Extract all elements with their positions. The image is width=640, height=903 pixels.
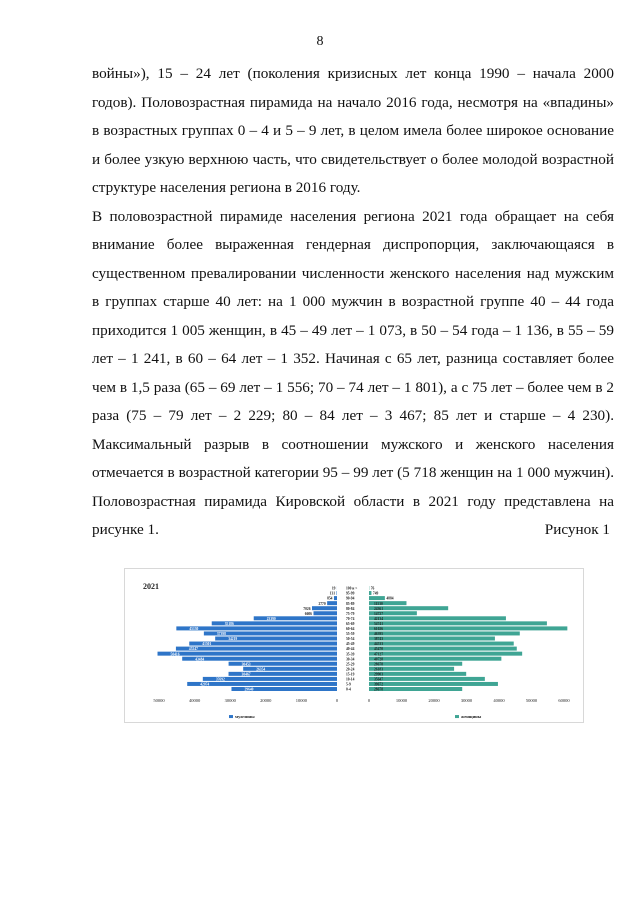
legend-label-female: женщины — [461, 714, 482, 720]
data-label-male: 42074 — [200, 682, 210, 687]
data-label-male: 23390 — [266, 616, 276, 621]
data-label-male: 26354 — [256, 667, 266, 672]
axis-tick-left: 30000 — [224, 698, 236, 704]
data-label-male: 30467 — [241, 672, 251, 677]
axis-tick-right: 30000 — [460, 698, 473, 704]
age-group-label: 35-39 — [346, 652, 355, 657]
data-label-female: 14727 — [374, 611, 383, 616]
legend-swatch-female — [455, 715, 459, 718]
data-label-female: 24361 — [374, 606, 383, 611]
chart-title: 2021 — [143, 582, 159, 591]
axis-tick-right: 60000 — [558, 698, 570, 704]
axis-tick-right: 40000 — [493, 698, 505, 704]
paragraph-2: В половозрастной пирамиде населения региона 2021 года обращает на себя внимание более выраженная гендерная диспропорция, заключающаяся в существенном превалировании численности женского населения над мужским в группах старше 40 лет: на 1 000 мужчин в возрастной группе 40 – 44 года приходится 1 005 женщин, в 45 – 49 лет – 1 073, в 50 – 54 года – 1 136, в 55 – 59 лет – 1 241, в 60 – 64 лет – 1 352. Начиная с 65 лет, разница составляет более чем в 1,5 раза (65 – 69 лет – 1 556; 70 – 74 лет – 1 801), а с 75 лет – более чем в 2 раза (75 – 79 лет – 2 229; 80 – 84 лет – 3 467; 85 лет и старше – 4 230). Максимальный разрыв в соотношении мужского и женского населения отмечается в возрастной категории 95 – 99 лет (5 718 женщин на 1 000 мужчин). Половозрастная пирамида Кировской области в 2021 году представлена на рисунке 1. — [92, 207, 614, 538]
age-group-label: 10-14 — [346, 677, 355, 682]
data-label-male: 7026 — [303, 606, 311, 611]
axis-tick-left: 20000 — [260, 698, 272, 704]
age-group-label: 80-84 — [346, 606, 355, 611]
age-group-label: 60-64 — [346, 627, 355, 631]
age-group-label: 65-69 — [346, 621, 355, 626]
age-group-label: 100 и > — [346, 586, 358, 591]
data-label-female: 28678 — [374, 687, 383, 692]
bar-male — [334, 596, 337, 600]
axis-tick-left: 10000 — [295, 698, 308, 704]
figure-caption: Рисунок 1 — [544, 521, 610, 538]
data-label-female: 38743 — [374, 637, 383, 642]
data-label-male: 43484 — [195, 657, 205, 662]
axis-tick-right: 50000 — [525, 698, 538, 704]
bar-male — [313, 611, 337, 615]
data-label-male: 45130 — [189, 627, 199, 631]
age-group-label: 15-19 — [346, 672, 355, 677]
data-label-male: 45247 — [188, 647, 198, 652]
bar-male — [187, 682, 337, 686]
axis-tick-right: 20000 — [428, 698, 440, 704]
data-label-female: 44533 — [374, 642, 383, 647]
age-group-label: 40-44 — [346, 647, 355, 652]
data-label-male: 131 — [329, 591, 336, 596]
age-group-label: 75-79 — [346, 611, 355, 616]
bar-female — [369, 682, 498, 686]
age-group-label: 95-99 — [346, 591, 355, 596]
data-label-male: 50416 — [170, 652, 180, 657]
population-pyramid-chart — [125, 569, 583, 722]
age-group-label: 50-54 — [346, 637, 355, 642]
bar-female — [369, 642, 514, 646]
data-label-male: 2770 — [318, 601, 326, 606]
age-group-label: 0-4 — [346, 687, 351, 692]
bar-female — [369, 616, 506, 620]
bar-female — [369, 631, 520, 635]
data-label-male: 854 — [327, 596, 333, 601]
bar-male — [189, 642, 337, 646]
data-label-female: 26183 — [374, 667, 383, 672]
bar-female — [369, 647, 517, 651]
axis-tick-left: 50000 — [153, 698, 165, 704]
age-group-label: 55-59 — [346, 632, 355, 637]
age-group-label: 30-34 — [346, 657, 355, 662]
bar-male — [312, 606, 337, 610]
data-label-female: 47127 — [374, 652, 383, 657]
data-label-female: 76 — [370, 586, 375, 591]
bar-female — [369, 621, 547, 625]
age-group-label: 70-74 — [346, 616, 355, 621]
data-label-female: 46395 — [374, 632, 383, 637]
paragraph-1: войны»), 15 – 24 лет (поколения кризисных лет конца 1990 – начала 2000 годов). Половозрастная пирамида на начало 2016 года, несмотря на «впадины» в возрастных группах 0 – 4 и 5 – 9 лет, в целом имела более широкое основание и более узкую верхнюю часть, что свидетельствует о более молодой возрастной структуре населения региона в 2016 году. — [92, 65, 614, 196]
bar-female — [369, 652, 522, 656]
data-label-female: 39672 — [374, 682, 383, 687]
age-group-label: 5-9 — [346, 682, 351, 687]
bar-female — [369, 591, 371, 595]
bar-male — [182, 657, 337, 661]
data-label-male: 19 — [331, 586, 336, 591]
legend-label-male: мужчины — [235, 714, 255, 720]
bar-female — [369, 596, 385, 600]
data-label-female: 54741 — [374, 621, 383, 626]
page-number: 8 — [316, 34, 324, 49]
data-label-female: 61026 — [374, 627, 383, 631]
bar-female — [369, 672, 466, 676]
data-label-male: 29640 — [244, 687, 254, 692]
bar-female — [369, 626, 567, 630]
bar-female — [369, 677, 485, 681]
age-group-label: 20-24 — [346, 667, 355, 672]
axis-tick-left: 0 — [335, 698, 339, 704]
body-text — [92, 60, 614, 545]
bar-male — [327, 601, 337, 605]
age-group-label: 90-94 — [346, 596, 355, 601]
data-label-male: 6606 — [304, 611, 312, 616]
data-label-male: 37398 — [216, 632, 226, 637]
axis-tick-left: 40000 — [188, 698, 201, 704]
data-label-male: 41501 — [202, 642, 212, 647]
bar-male — [176, 647, 337, 651]
data-label-female: 749 — [372, 591, 379, 596]
data-label-female: 28678 — [374, 662, 383, 667]
age-group-label: 85-89 — [346, 601, 355, 606]
data-label-female: 42134 — [374, 616, 383, 621]
bar-male — [158, 652, 337, 656]
data-label-female: 35647 — [374, 677, 383, 682]
data-label-male: 34219 — [228, 637, 238, 642]
population-pyramid-figure — [124, 568, 584, 723]
data-label-male: 35186 — [224, 621, 234, 626]
data-label-male: 30453 — [241, 662, 251, 667]
data-label-female: 29903 — [374, 672, 383, 677]
data-label-female: 40728 — [374, 657, 383, 662]
axis-tick-right: 10000 — [395, 698, 408, 704]
bar-male — [176, 626, 337, 630]
bar-female — [369, 657, 501, 661]
axis-tick-right: 0 — [367, 698, 371, 704]
age-group-label: 25-29 — [346, 662, 355, 667]
legend-swatch-male — [229, 715, 233, 718]
data-label-male: 37692 — [215, 677, 225, 682]
data-label-female: 4884 — [386, 596, 394, 601]
age-group-label: 45-49 — [346, 642, 355, 647]
data-label-female: 11530 — [374, 601, 383, 606]
data-label-female: 45470 — [374, 647, 383, 652]
bar-female — [369, 637, 495, 641]
